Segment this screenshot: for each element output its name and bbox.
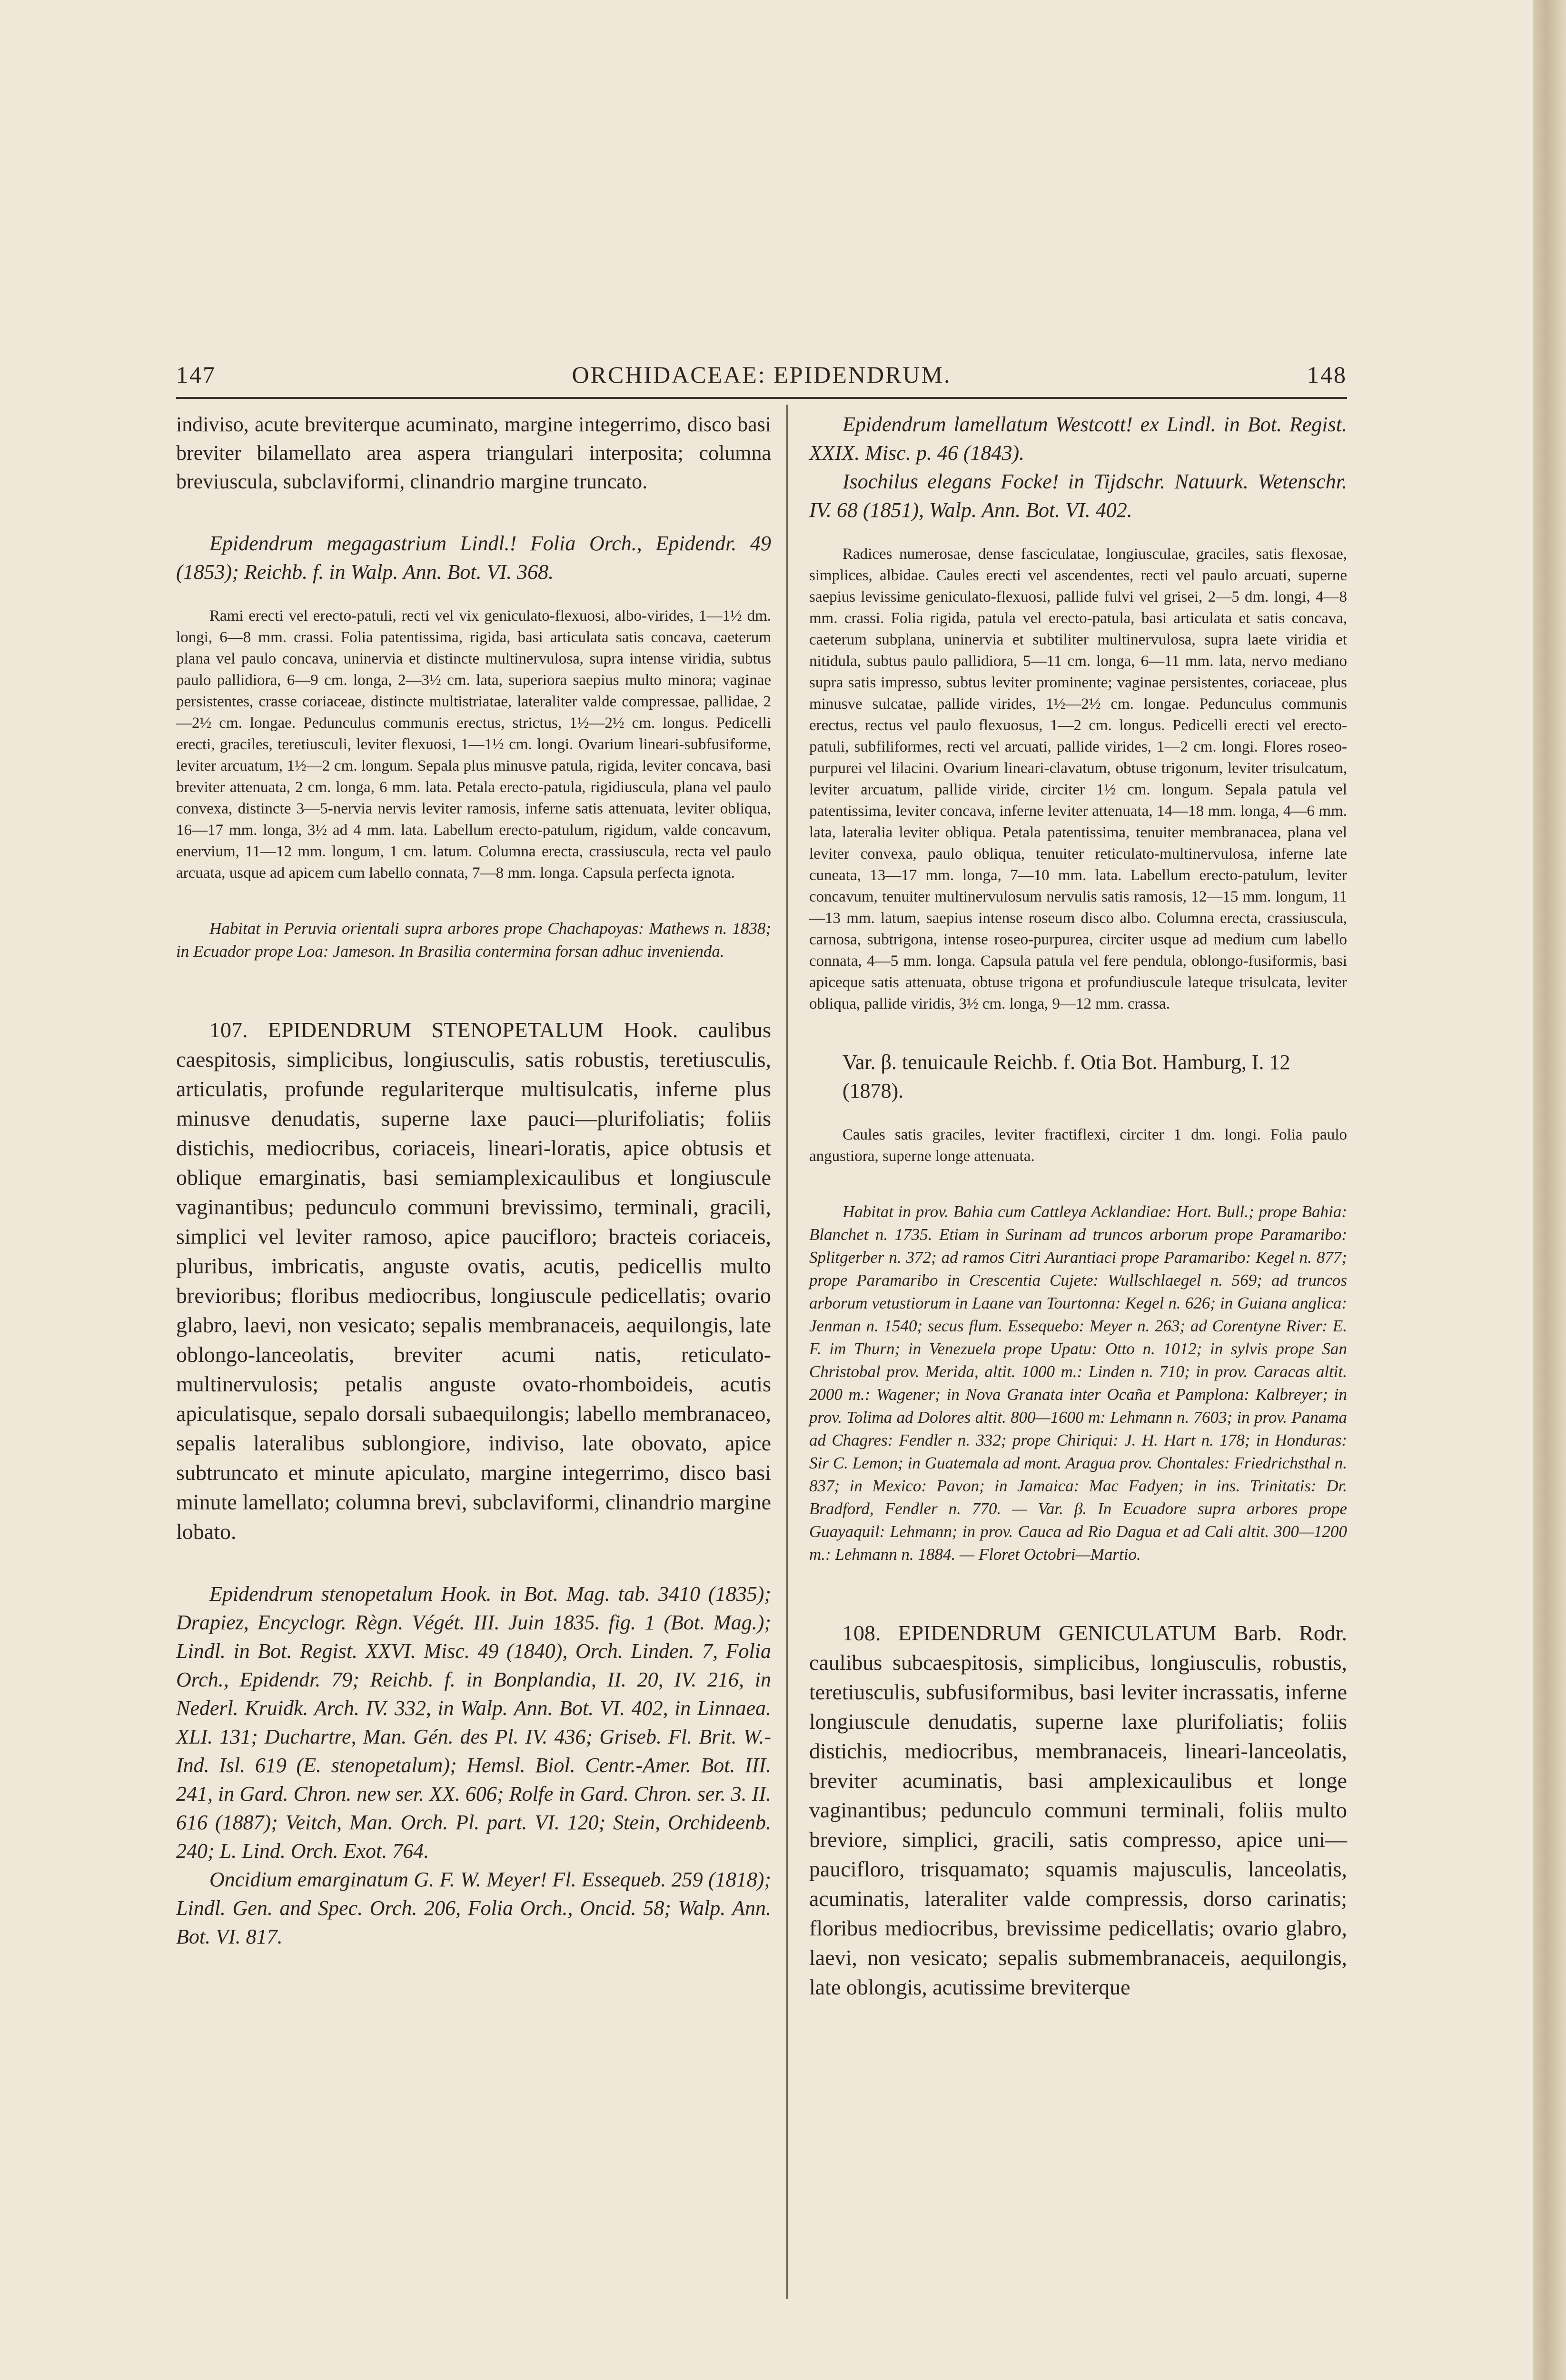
megagastrium-habitat: Habitat in Peruvia orientali supra arbores prope Chachapoyas: Mathews n. 1838; in Ecuador prope Loa: Jameson. In Brasilia contermina forsan adhuc invenienda. [176, 919, 771, 961]
megagastrium-citation: Epidendrum megagastrium Lindl.! Folia Orch., Epidendr. 49 (1853); Reichb. f. in Walp. Ann. Bot. VI. 368. [176, 532, 771, 584]
oncidium-citation: Oncidium emarginatum G. F. W. Meyer! Fl. Essequeb. 259 (1818); Lindl. Gen. and Spec. Orch. 206, Folia Orch., Oncid. 58; Walp. Ann. Bot. VI. 817. [176, 1868, 771, 1948]
stenopetalum-description: Radices numerosae, dense fasciculatae, longiusculae, graciles, satis flexosae, simplices, albidae. Caules erecti vel ascendentes, recti vel paulo arcuati, superne saepius levissime geniculato-flexuosi, pallide fulvi vel grisei, 2—5 dm. longi, 4—8 mm. crassi. Folia rigida, patula vel erecto-patula, basi articulata et satis concava, caeterum subplana, uninervia et subtiliter multinervulosa, supra laete viridia et nitidula, subtus paulo pallidiora, 5—11 cm. longa, 6—11 mm. lata, nervo mediano supra satis impresso, subtus leviter prominente; vaginae persistentes, coriaceae, plus minusve sulcatae, pallide virides, 1½—2½ cm. longae. Pedunculus communis erectus, rectus vel paulo flexuosus, 1—2 cm. longus. Pedicelli erecti vel erecto-patuli, subfiliformes, recti vel arcuati, pallide virides, 1—2 cm. longi. Flores roseo-purpurei vel lilacini. Ovarium lineari-clavatum, obtuse trigonum, leviter trisulcatum, leviter arcuatum, pallide viride, circiter 1½ cm. longum. Sepala patula vel patentissima, leviter concava, inferne leviter attenuata, 14—18 mm. longa, 4—6 mm. lata, lateralia leviter obliqua. Petala patentissima, tenuiter membranacea, plana vel leviter convexa, paulo obliqua, tenuiter reticulato-multinervulosa, inferne late cuneata, 13—17 mm. longa, 7—10 mm. lata. Labellum erecto-patulum, leviter concavum, tenuiter multinervulosum nervulis satis ramosis, 12—15 mm. longum, 11—13 mm. latum, saepius intense roseum disco albo. Columna erecta, crassiuscula, carnosa, subtrigona, intense roseo-purpurea, circiter usque ad medium cum labello connata, 4—5 mm. longa. Capsula patula vel fere pendula, oblongo-fusiformis, basi apiceque satis attenuata, obtuse trigona et profundiuscule lateque trisulcata, leviter obliqua, pallide viridis, 3½ cm. longa, 9—12 mm. crassa. [809, 545, 1347, 1012]
book-edge [1533, 0, 1566, 2380]
stenopetalum-citations: Epidendrum stenopetalum Hook. in Bot. Mag. tab. 3410 (1835); Drapiez, Encyclogr. Règn. Végét. III. Juin 1835. fig. 1 (Bot. Mag.); Lindl. in Bot. Regist. XXVI. Misc. 49 (1840), Orch. Linden. 7, Folia Orch., Epidendr. 79; Reichb. f. in Bonplandia, II. 20, IV. 216, in Nederl. Kruidk. Arch. IV. 332, in Walp. Ann. Bot. VI. 402, in Linnaea. XLI. 131; Duchartre, Man. Gén. des Pl. IV. 436; Griseb. Fl. Brit. W.-Ind. Isl. 619 (E. stenopetalum); Hemsl. Biol. Centr.-Amer. Bot. III. 241, in Gard. Chron. new ser. XX. 606; Rolfe in Gard. Chron. ser. 3. II. 616 (1887); Veitch, Man. Orch. Pl. part. VI. 120; Stein, Orchideenb. 240; L. Lind. Orch. Exot. 764. [176, 1582, 771, 1863]
species-108-diagnosis: 108. EPIDENDRUM GENICULATUM Barb. Rodr. caulibus subcaespitosis, simplicibus, longiusculis, robustis, teretiusculis, subfusiformibus, basi leviter incrassatis, inferne longiuscule denudatis, superne laxe plurifoliatis; foliis distichis, mediocribus, membranaceis, lineari-lanceolatis, breviter acuminatis, basi amplexicaulibus et longe vaginantibus; pedunculo communi terminali, foliis multo breviore, simplici, gracili, satis compresso, apice uni—paucifloro, trisquamato; squamis majusculis, lanceolatis, acuminatis, lateraliter valde compressis, dorso carinatis; floribus mediocribus, brevissime pedicellatis; ovario glabro, laevi, non vesicato; sepalis submembranaceis, aequilongis, late oblongis, acutissime breviterque [809, 1621, 1347, 1999]
page-header [176, 361, 1347, 389]
stenopetalum-habitat: Habitat in prov. Bahia cum Cattleya Acklandiae: Hort. Bull.; prope Bahia: Blanchet n. 1735. Etiam in Surinam ad truncos arborum prope Paramaribo: Splitgerber n. 372; ad ramos Citri Aurantiaci prope Paramaribo: Kegel n. 877; prope Paramaribo in Crescentia Cujete: Wullschlaegel n. 569; ad truncos arborum vetustiorum in Laane van Tourtonna: Kegel n. 626; in Guiana anglica: Jenman n. 1540; secus flum. Essequebo: Meyer n. 263; ad Corentyne River: E. F. im Thurn; in Venezuela prope Upatu: Otto n. 1012; in sylvis prope San Christobal prov. Merida, altit. 1000 m.: Linden n. 710; in prov. Caracas altit. 2000 m.: Wagener; in Nova Granata inter Ocaña et Pamplona: Kalbreyer; in prov. Tolima ad Dolores altit. 800—1600 m: Lehmann n. 7603; in prov. Panama ad Chagres: Fendler n. 332; prope Chiriqui: J. H. Hart n. 178; in Honduras: Sir C. Lemon; in Guatemala ad mont. Aragua prov. Chontales: Friedrichsthal n. 837; in Mexico: Pavon; in Jamaica: Mac Fadyen; in ins. Trinitatis: Dr. Bradford, Fendler n. 770. — Var. β. In Ecuadore supra arbores prope Guayaquil: Lehmann; in prov. Cauca ad Rio Dagua et ad Cali altit. 300—1200 m.: Lehmann n. 1884. — Floret Octobri—Martio. [809, 1202, 1347, 1564]
column-divider [786, 405, 788, 2299]
species-107-diagnosis: 107. EPIDENDRUM STENOPETALUM Hook. caulibus caespitosis, simplicibus, longiusculis, satis robustis, teretiusculis, articulatis, profunde regulariterque multisulcatis, inferne plus minusve denudatis, superne laxe pauci—plurifoliatis; foliis distichis, mediocribus, coriaceis, lineari-loratis, apice obtusis et oblique emarginatis, basi semiamplexicaulibus et longiuscule vaginantibus; pedunculo communi brevissimo, terminali, gracili, simplici vel leviter ramoso, apice paucifloro; bracteis coriaceis, pluribus, imbricatis, anguste ovatis, acutis, pedicellis multo brevioribus; floribus mediocribus, longiuscule pedicellatis; ovario glabro, laevi, non vesicato; sepalis membranaceis, aequilongis, late oblongo-lanceolatis, breviter acumi natis, reticulato-multinervulosis; petalis anguste ovato-rhomboideis, acutis apiculatisque, sepalo dorsali subaequilongis; labello membranaceo, sepalis lateralibus sublongiore, indiviso, late obovato, apice subtruncato et minute apiculato, margine integerrimo, disco basi minute lamellato; columna brevi, subclaviformi, clinandrio margine lobato. [176, 1018, 771, 1544]
variety-description: Caules satis graciles, leviter fractiflexi, circiter 1 dm. longi. Folia paulo angustiora, superne longe attenuata. [809, 1126, 1347, 1165]
page-number-left: 147 [176, 361, 216, 388]
megagastrium-description: Rami erecti vel erecto-patuli, recti vel vix geniculato-flexuosi, albo-virides, 1—1½ dm. longi, 6—8 mm. crassi. Folia patentissima, rigida, basi articulata satis concava, caeterum plana vel paulo concava, uninervia et distincte multinervulosa, supra intense viridia, subtus paulo pallidiora, 6—9 cm. longa, 2—3½ cm. lata, superiora saepius multo minora; vaginae persistentes, crasse coriaceae, distincte multistriatae, lateraliter valde compressae, pallidae, 2—2½ cm. longae. Pedunculus communis erectus, strictus, 1½—2½ cm. longus. Pedicelli erecti, graciles, teretiusculi, leviter flexuosi, 1—1½ cm. longi. Ovarium lineari-subfusiforme, leviter arcuatum, 1½—2 cm. longum. Sepala plus minusve patula, rigida, leviter concava, basi breviter attenuata, 2 cm. longa, 6 mm. lata. Petala erecto-patula, rigidiuscula, plana vel paulo convexa, distincte 3—5-nervia nervis leviter ramosis, inferne satis attenuata, leviter obliqua, 16—17 mm. longa, 3½ ad 4 mm. lata. Labellum erecto-patulum, rigidum, valde concavum, enervium, 11—12 mm. longum, 1 cm. latum. Columna erecta, crassiuscula, recta vel paulo arcuata, usque ad apicem cum labello connata, 7—8 mm. longa. Capsula perfecta ignota. [176, 607, 771, 882]
continuation-paragraph: indiviso, acute breviterque acuminato, margine integerrimo, disco basi breviter bilamellato area aspera triangulari interposita; columna breviuscula, subclaviformi, clinandrio margine truncato. [176, 413, 771, 493]
running-title: ORCHIDACEAE: EPIDENDRUM. [572, 361, 951, 388]
lamellatum-citation: Epidendrum lamellatum Westcott! ex Lindl. in Bot. Regist. XXIX. Misc. p. 46 (1843). [809, 413, 1347, 465]
right-column [809, 410, 1347, 2002]
variety-heading: Var. β. tenuicaule Reichb. f. Otia Bot. Hamburg, I. 12 (1878). [842, 1051, 1290, 1102]
left-column [176, 410, 771, 1951]
header-rule [176, 397, 1347, 399]
page-number-right: 148 [1307, 361, 1347, 388]
isochilus-citation: Isochilus elegans Focke! in Tijdschr. Natuurk. Wetenschr. IV. 68 (1851), Walp. Ann. Bot. VI. 402. [809, 470, 1347, 522]
